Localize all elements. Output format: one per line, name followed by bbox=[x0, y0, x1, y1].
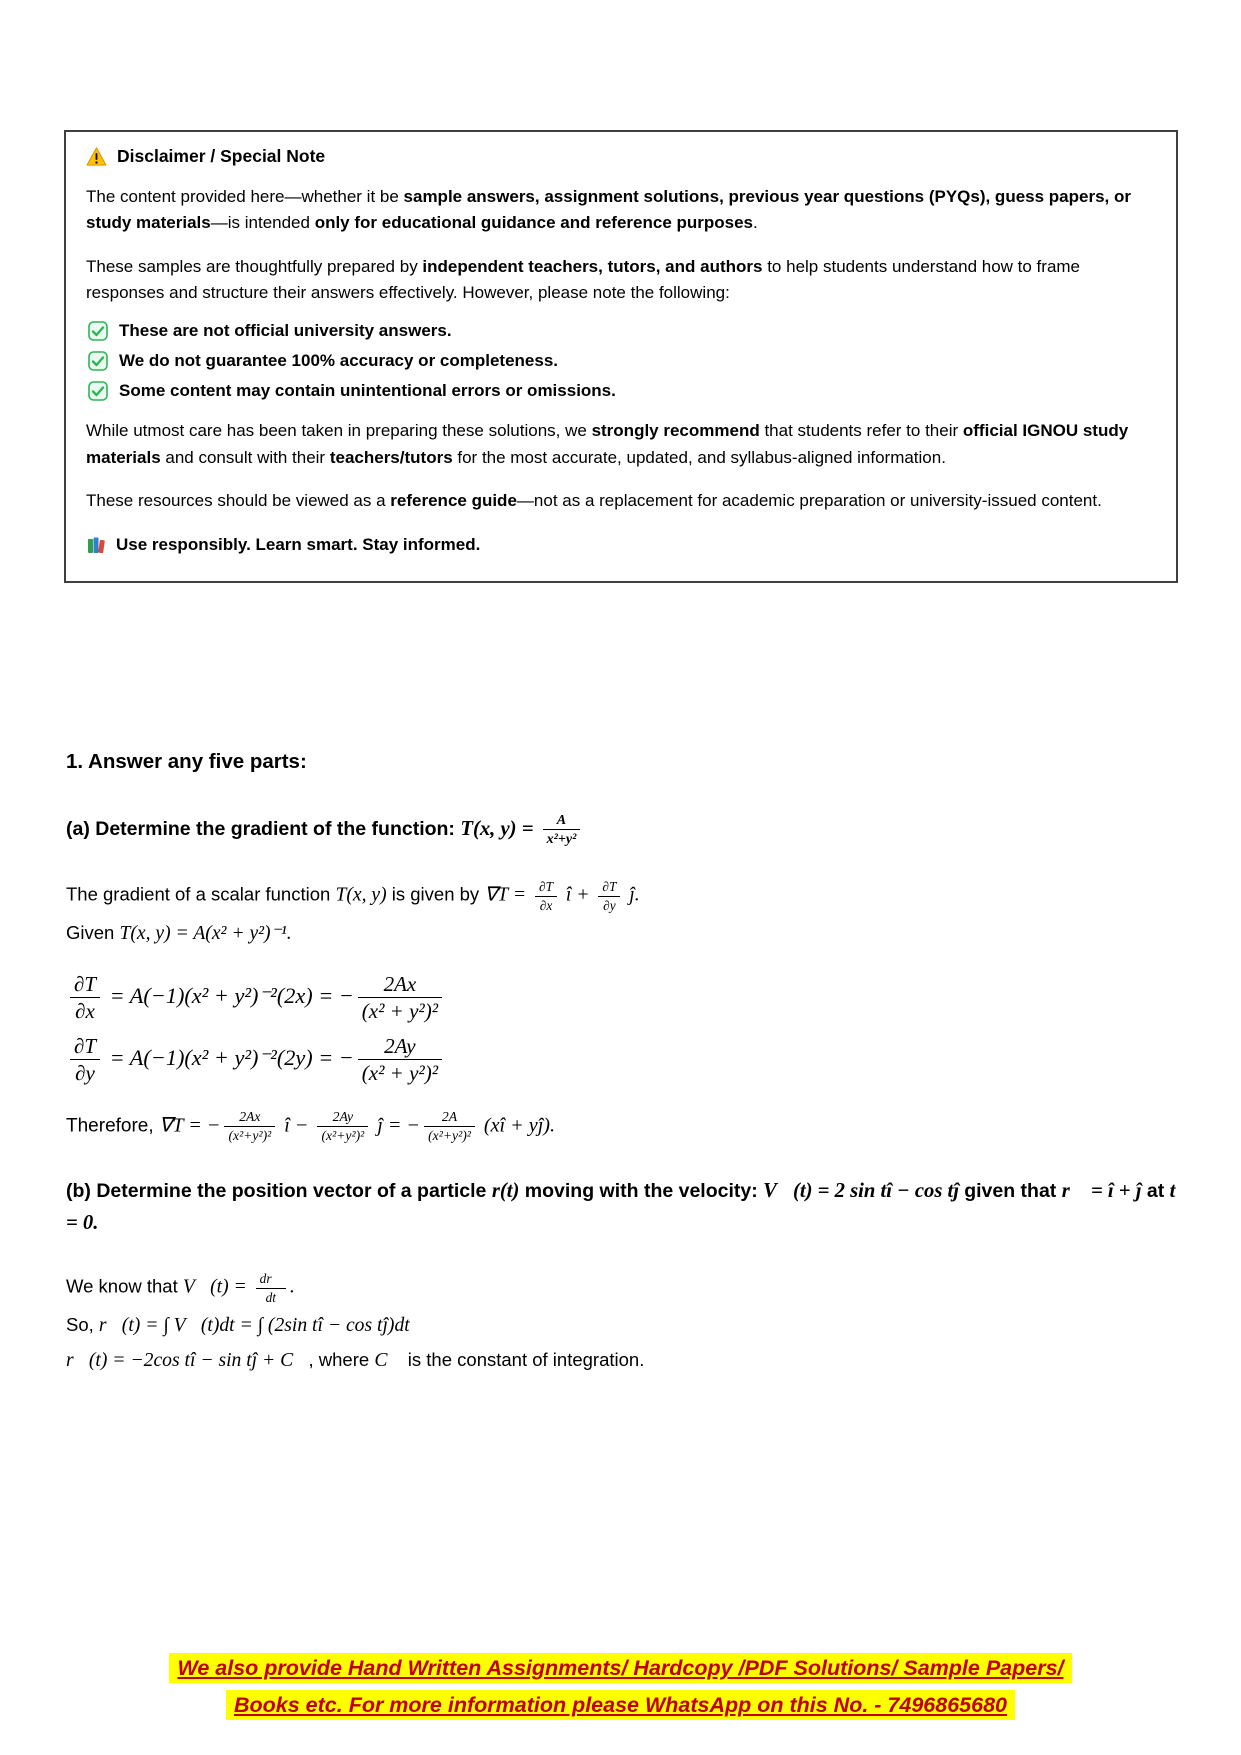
promo-banner-line-1: We also provide Hand Written Assignments/ Hardcopy /PDF Solutions/ Sample Papers/ bbox=[169, 1653, 1071, 1683]
bullet-text: We do not guarantee 100% accuracy or completeness. bbox=[119, 351, 559, 371]
checkmark-icon bbox=[88, 381, 108, 401]
math-fraction: $\frac{2A}{\text{(x²+y²)²}}$ bbox=[424, 1109, 475, 1143]
disclaimer-paragraph-1: The content provided here—whether it be sample answers, assignment solutions, previous year questions (PYQs), guess papers, or study materials—is intended only for educational guidance and reference purposes. bbox=[86, 187, 1131, 233]
checkmark-icon bbox=[88, 321, 108, 341]
integration-line: So, r⃗(t) = ∫ V⃗(t)dt = ∫ (2sin tî − cos tĵ)dt bbox=[66, 1313, 410, 1336]
disclaimer-paragraph-3: While utmost care has been taken in preparing these solutions, we strongly recommend that students refer to their official IGNOU study materials and consult with their teachers/tutors for the most accurate, updated, and syllabus-aligned information. bbox=[86, 421, 1129, 467]
warning-triangle-icon bbox=[86, 147, 107, 166]
part-b-heading: (b) Determine the position vector of a particle r(t) moving with the velocity: V⃗(t) = 2 sin tî − cos tĵ given that r⃗ = î + ĵ at t = 0. bbox=[66, 1180, 1176, 1235]
equation-dtdx: $\frac{\partial T}{\partial x}$ = A(−1)(x² + y²)⁻²(2x) = − $\frac{2Ax}{\text{(x² + y²)²}}$ bbox=[66, 972, 1178, 1023]
math-fraction: $\frac{\partial T}{\partial y}$ bbox=[598, 879, 620, 913]
disclaimer-title: Disclaimer / Special Note bbox=[117, 146, 326, 166]
math-fraction: $\frac{2Ax}{\text{(x² + y²)²}}$ bbox=[358, 972, 442, 1023]
disclaimer-box bbox=[64, 130, 1178, 583]
math-fraction: $\frac{2Ax}{\text{(x²+y²)²}}$ bbox=[224, 1109, 275, 1143]
disclaimer-paragraph-2: These samples are thoughtfully prepared by independent teachers, tutors, and authors to help students understand how to frame responses and structure their answers effectively. However, please note the following: bbox=[86, 256, 1081, 303]
disclaimer-header bbox=[86, 146, 1148, 167]
main-content bbox=[66, 750, 1178, 1376]
disclaimer-bullet-list bbox=[88, 321, 1148, 401]
math-fraction: $\frac{\partial T}{\partial x}$ bbox=[535, 879, 557, 913]
disclaimer-paragraph-4: These resources should be viewed as a reference guide—not as a replacement for academic preparation or university-issued content. bbox=[86, 491, 1102, 511]
books-icon bbox=[86, 535, 106, 555]
math-fraction: $\frac{A}{\text{x²+y²}}$ bbox=[543, 812, 581, 847]
disclaimer-bullet-item bbox=[88, 381, 1148, 401]
disclaimer-bullet-item bbox=[88, 321, 1148, 341]
math-fraction: $\frac{2Ay}{\text{(x² + y²)²}}$ bbox=[358, 1034, 442, 1085]
given-function-line: Given T(x, y) = A(x² + y²)⁻¹. bbox=[66, 921, 292, 944]
disclaimer-footer bbox=[86, 535, 1148, 555]
promo-banner bbox=[0, 1650, 1241, 1725]
position-result-line: r⃗(t) = −2cos tî − sin tĵ + C⃗, where C⃗ is the constant of integration. bbox=[66, 1349, 645, 1372]
math-fraction: $\frac{dr⃗}{dt}$ bbox=[256, 1271, 286, 1305]
section-heading: 1. Answer any five parts: bbox=[66, 750, 307, 773]
math-fraction: $\frac{\partial T}{\partial x}$ bbox=[70, 972, 100, 1023]
equation-dtdy: $\frac{\partial T}{\partial y}$ = A(−1)(x² + y²)⁻²(2y) = − $\frac{2Ay}{\text{(x² + y²)²}}$ bbox=[66, 1034, 1178, 1085]
gradient-definition-line: The gradient of a scalar function T(x, y) is given by ∇T = $\frac{\partial T}{\partial x}$ î + $\frac{\partial T}{\partial y}$ ĵ. bbox=[66, 879, 640, 913]
equation-block bbox=[66, 972, 1178, 1085]
part-a-heading: (a) Determine the gradient of the function: T(x, y) = $\frac{A}{\text{x²+y²}}$ bbox=[66, 812, 1178, 847]
gradient-result-line: Therefore, ∇T = − $\frac{2Ax}{\text{(x²+y²)²}}$ î − $\frac{2Ay}{\text{(x²+y²)²}}$ ĵ = − $\frac{2A}{\text{(x²+y²)²}}$ (xî + yĵ). bbox=[66, 1108, 556, 1143]
bullet-text: Some content may contain unintentional errors or omissions. bbox=[119, 381, 616, 401]
bullet-text: These are not official university answers. bbox=[119, 321, 452, 341]
checkmark-icon bbox=[88, 351, 108, 371]
disclaimer-footer-text: Use responsibly. Learn smart. Stay informed. bbox=[116, 535, 481, 555]
math-fraction: $\frac{\partial T}{\partial y}$ bbox=[70, 1034, 100, 1085]
math-fraction: $\frac{2Ay}{\text{(x²+y²)²}}$ bbox=[317, 1109, 368, 1143]
disclaimer-bullet-item bbox=[88, 351, 1148, 371]
promo-banner-line-2: Books etc. For more information please WhatsApp on this No. - 7496865680 bbox=[226, 1690, 1015, 1720]
velocity-relation-line: We know that V⃗(t) = $\frac{dr⃗}{dt}$ . bbox=[66, 1271, 295, 1305]
